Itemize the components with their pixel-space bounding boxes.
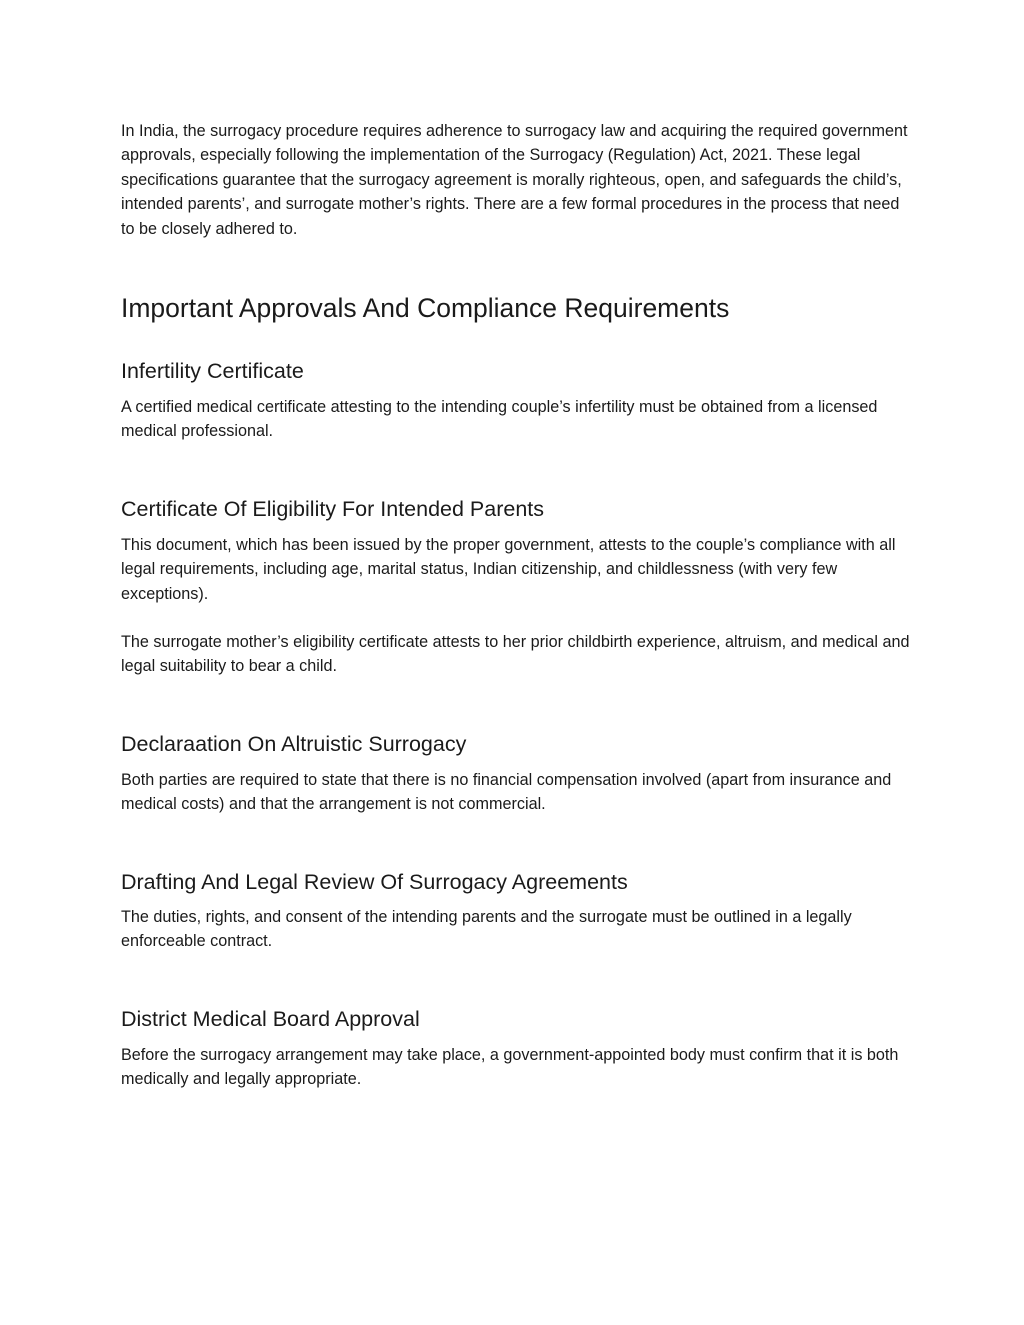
main-heading: Important Approvals And Compliance Requirements	[121, 293, 730, 323]
section-paragraph: The duties, rights, and consent of the intending parents and the surrogate must be outlined in a legally enforceable contract.	[121, 908, 852, 951]
section-paragraph: Both parties are required to state that there is no financial compensation involved (apart from insurance and medical costs) and that the arrangement is not commercial.	[121, 771, 892, 814]
section-paragraph: A certified medical certificate attesting to the intending couple’s infertility must be obtained from a licensed medical professional.	[121, 398, 878, 441]
section-heading-eligibility-intended-parents: Certificate Of Eligibility For Intended Parents	[121, 497, 545, 521]
section-heading-infertility-certificate: Infertility Certificate	[121, 359, 304, 383]
section-paragraph: This document, which has been issued by the proper government, attests to the couple’s compliance with all legal requirements, including age, marital status, Indian citizenship, and childlessness (with very few exceptions).	[121, 536, 896, 603]
section-heading-district-medical-board: District Medical Board Approval	[121, 1007, 420, 1031]
section-paragraph: The surrogate mother’s eligibility certificate attests to her prior childbirth experience, altruism, and medical and legal suitability to bear a child.	[121, 633, 910, 676]
section-paragraph: Before the surrogacy arrangement may take place, a government-appointed body must confirm that it is both medically and legally appropriate.	[121, 1046, 899, 1089]
intro-paragraph: In India, the surrogacy procedure requires adherence to surrogacy law and acquiring the required government approvals, especially following the implementation of the Surrogacy (Regulation) Act, 2021. These legal specifications guarantee that the surrogacy agreement is morally righteous, open, and safeguards the child’s, intended parents’, and surrogate mother’s rights. There are a few formal procedures in the process that need to be closely adhered to.	[121, 122, 908, 238]
section-heading-agreement-drafting: Drafting And Legal Review Of Surrogacy Agreements	[121, 870, 628, 894]
section-heading-altruistic-declaration: Declaraation On Altruistic Surrogacy	[121, 732, 467, 756]
